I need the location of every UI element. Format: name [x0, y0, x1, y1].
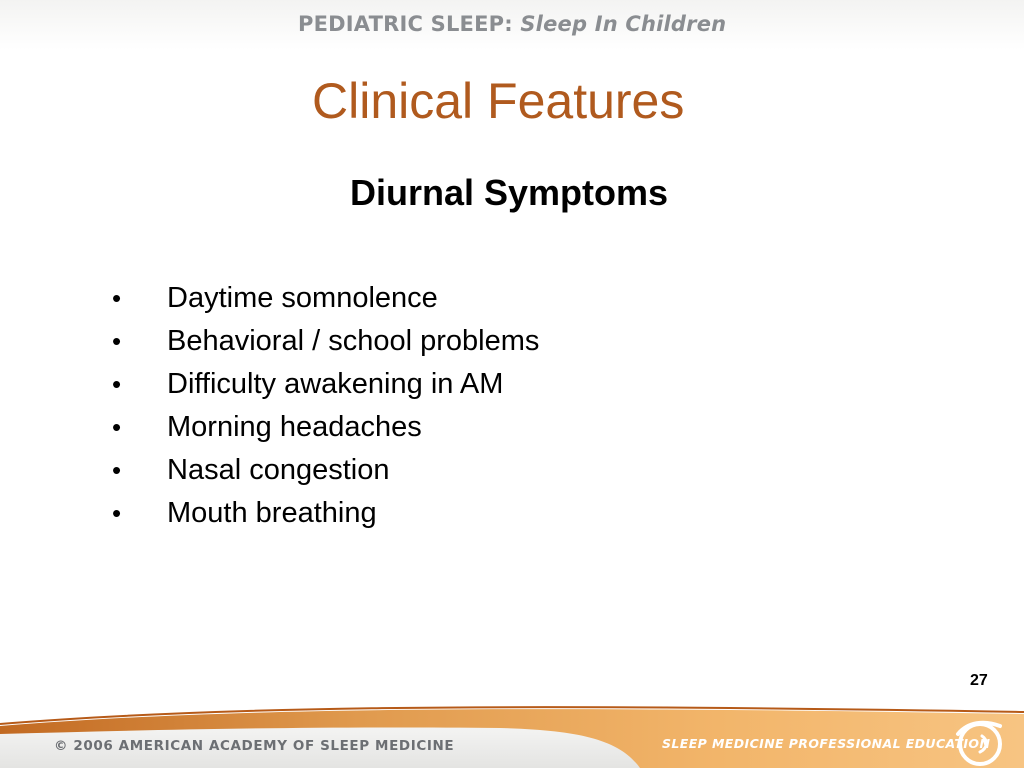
bullet-item — [112, 493, 539, 536]
program-text: SLEEP MEDICINE PROFESSIONAL EDUCATION — [662, 736, 991, 751]
bullet-text: Morning headaches — [167, 411, 422, 443]
series-title-sub: Sleep In Children — [520, 12, 727, 36]
slide-subtitle: Diurnal Symptoms — [350, 172, 669, 213]
bullet-item — [112, 407, 539, 450]
bullet-list — [112, 278, 539, 536]
footer-swoosh — [0, 700, 1024, 768]
bullet-icon: • — [112, 369, 122, 399]
series-title — [298, 12, 726, 36]
slide-title: Clinical Features — [312, 73, 685, 129]
bullet-item — [112, 450, 539, 493]
bullet-text: Nasal congestion — [167, 454, 390, 486]
bullet-icon: • — [112, 498, 122, 528]
bullet-item — [112, 364, 539, 407]
bullet-icon: • — [112, 326, 122, 356]
series-title-main: PEDIATRIC SLEEP: — [298, 12, 513, 36]
bullet-icon: • — [112, 283, 122, 313]
bullet-text: Behavioral / school problems — [167, 325, 540, 357]
bullet-icon: • — [112, 412, 122, 442]
bullet-text: Daytime somnolence — [167, 282, 438, 314]
bullet-text: Difficulty awakening in AM — [167, 368, 504, 400]
bullet-text: Mouth breathing — [167, 497, 377, 529]
page-number: 27 — [970, 672, 988, 689]
bullet-item — [112, 278, 539, 321]
bullet-item — [112, 321, 539, 364]
bullet-icon: • — [112, 455, 122, 485]
aasm-logo-icon — [950, 714, 1006, 768]
copyright-text: © 2006 AMERICAN ACADEMY OF SLEEP MEDICINE — [54, 738, 455, 754]
